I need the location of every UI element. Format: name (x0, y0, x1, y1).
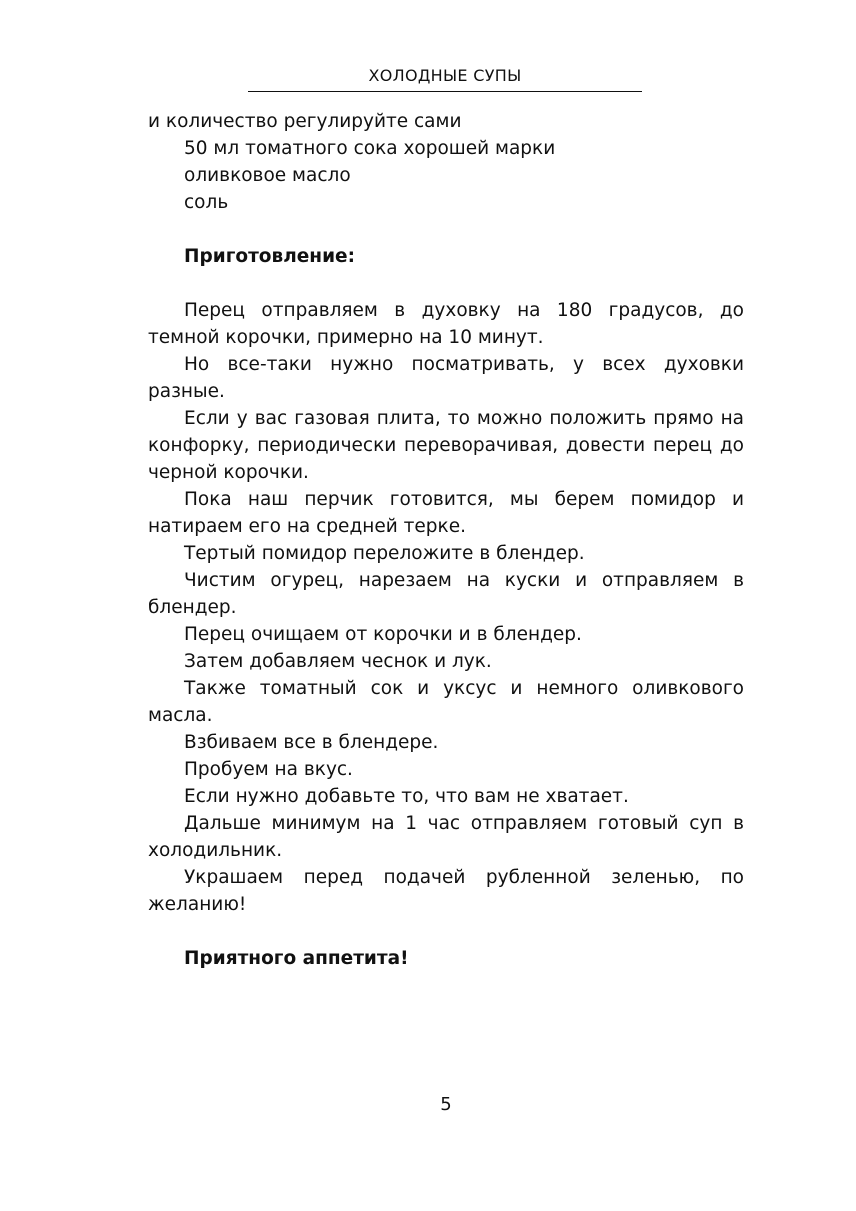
paragraph: Также томатный сок и уксус и немного оливкового масла. (148, 678, 744, 726)
paragraph: Затем добавляем чеснок и лук. (184, 651, 492, 672)
spacer (148, 216, 744, 243)
page-number: 5 (440, 1094, 452, 1115)
paragraph: Перец отправляем в духовку на 180 градусов, до темной корочки, примерно на 10 минут. (148, 300, 744, 348)
closing-line: Приятного аппетита! (184, 948, 409, 969)
paragraph: Взбиваем все в блендере. (184, 732, 439, 753)
paragraph: Чистим огурец, нарезаем на куски и отправляем в блендер. (148, 570, 744, 618)
paragraph: Пока наш перчик готовится, мы берем помидор и натираем его на средней терке. (148, 489, 744, 537)
spacer (148, 270, 744, 297)
paragraph: Пробуем на вкус. (184, 759, 353, 780)
ingredient-line: оливковое масло (184, 165, 351, 186)
ingredient-line: и количество регулируйте сами (148, 111, 462, 132)
section-heading: Приготовление: (184, 246, 355, 267)
ingredient-line: 50 мл томатного сока хорошей марки (184, 138, 556, 159)
paragraph: Если у вас газовая плита, то можно положить прямо на конфорку, периодически переворачивая, довести перец до черной корочки. (148, 408, 744, 483)
paragraph: Но все-таки нужно посматривать, у всех духовки разные. (148, 354, 744, 402)
paragraph: Дальше минимум на 1 час отправляем готовый суп в холодильник. (148, 813, 744, 861)
spacer (148, 918, 744, 945)
paragraph: Если нужно добавьте то, что вам не хватает. (184, 786, 629, 807)
running-header: ХОЛОДНЫЕ СУПЫ (248, 66, 642, 92)
page-body (148, 108, 744, 972)
paragraph: Украшаем перед подачей рубленной зеленью, по желанию! (148, 867, 744, 915)
paragraph: Тертый помидор переложите в блендер. (184, 543, 585, 564)
ingredient-line: соль (184, 192, 229, 213)
paragraph: Перец очищаем от корочки и в блендер. (184, 624, 582, 645)
